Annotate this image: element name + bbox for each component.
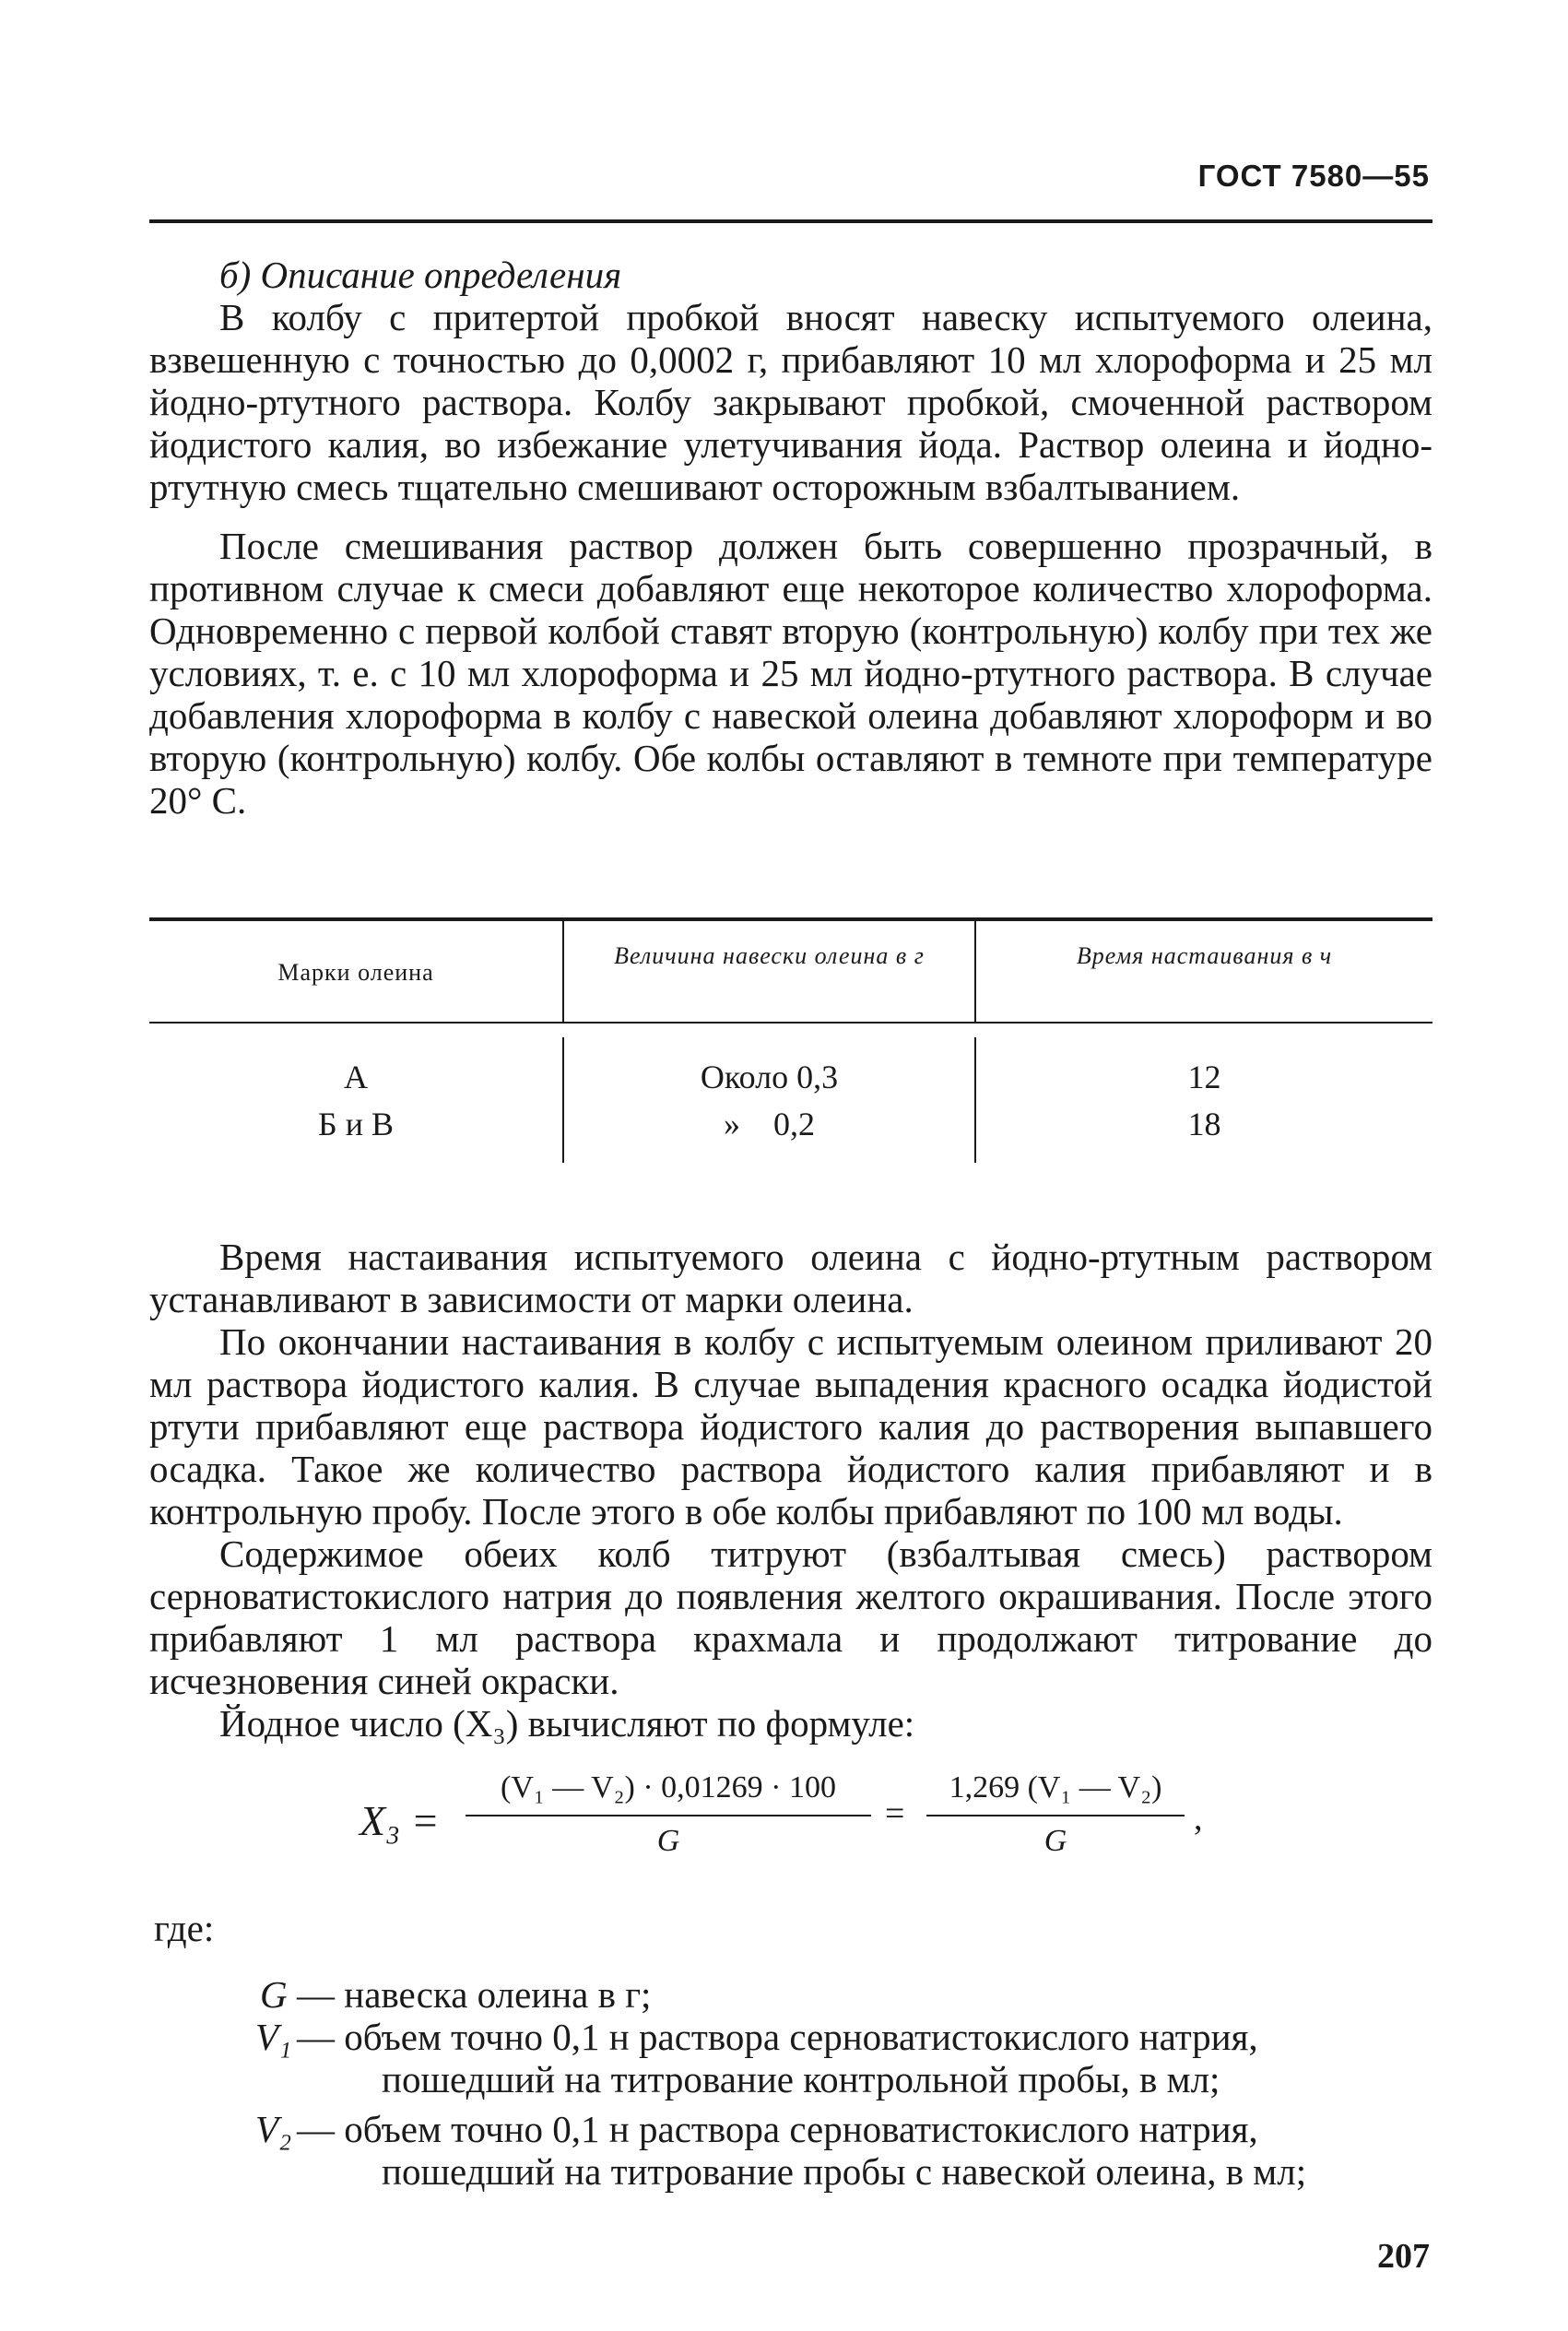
formula-denominator: G: [1043, 1824, 1067, 1858]
def-text: — навеска олеина в г;: [297, 1973, 652, 2016]
table-header-sample: Величина навески олеина в г: [614, 942, 925, 969]
fraction-bar: [926, 1815, 1185, 1816]
paragraph: Время настаивания испытуемого олеина с йодно-ртутным раствором устанавливают в зависимости от марки олеина.: [149, 1236, 1432, 1320]
def-text-cont: пошедший на титрование контрольной пробы, в мл;: [382, 2058, 1220, 2100]
table-cell: Около 0,3: [700, 1059, 839, 1095]
formula-lhs: X₃ =: [360, 1797, 440, 1844]
table-divider: [562, 1037, 564, 1163]
def-symbol: V₂: [255, 2108, 292, 2150]
formula-equals: =: [885, 1794, 905, 1833]
def-text: — объем точно 0,1 н раствора серноватистокислого натрия,: [297, 2016, 1258, 2058]
header-rule: [149, 219, 1432, 223]
table-header-grade: Марки олеина: [277, 959, 434, 986]
where-label: где:: [154, 1907, 215, 1949]
def-symbol: G: [260, 1973, 288, 2016]
table-header-time: Время настаивания в ч: [1076, 942, 1333, 969]
table-divider: [974, 921, 976, 1023]
paragraph: В колбу с притертой пробкой вносят навеску испытуемого олеина, взвешенную с точностью до 0,0002 г, прибавляют 10 мл хлороформа и 25 мл йодно-ртутного раствора. Колбу закрывают пробкой, смоченной раствором йодистого калия, во избежание улетучивания йода. Раствор олеина и йодно-ртутную смесь тщательно смешивают осторожным взбалтыванием.: [149, 296, 1432, 508]
table-cell: А: [344, 1059, 368, 1095]
def-symbol: V₁: [255, 2016, 292, 2058]
fraction-bar: [466, 1815, 871, 1816]
table-cell: 12: [1187, 1059, 1221, 1095]
standard-code: ГОСТ 7580—55: [1197, 159, 1430, 193]
section-text: [149, 254, 1432, 822]
section-subtitle: б) Описание определения: [219, 254, 622, 296]
paragraph: По окончании настаивания в колбу с испытуемым олеином приливают 20 мл раствора йодистого калия. В случае выпадения красного осадка йодистой ртути прибавляют еще раствора йодистого калия до растворения выпавшего осадка. Такое же количество раствора йодистого калия прибавляют и в контрольную пробу. После этого в обе колбы прибавляют по 100 мл воды.: [149, 1320, 1432, 1532]
page-number: 207: [1377, 2237, 1430, 2276]
def-text-cont: пошедший на титрование пробы с навеской олеина, в мл;: [382, 2150, 1307, 2193]
table-top-rule: [149, 917, 1432, 921]
table-cell: » 0,2: [724, 1106, 815, 1142]
paragraph: После смешивания раствор должен быть совершенно прозрачный, в противном случае к смеси добавляют еще некоторое количество хлороформа. Одновременно с первой колбой ставят вторую (контрольную) колбу при тех же условиях, т. е. с 10 мл хлороформа и 25 мл йодно-ртутного раствора. В случае добавления хлороформа в колбу с навеской олеина добавляют хлороформ и во вторую (контрольную) колбу. Обе колбы оставляют в темноте при температуре 20° С.: [149, 525, 1432, 822]
formula-denominator: G: [656, 1824, 680, 1858]
table-cell: 18: [1187, 1106, 1221, 1142]
formula-numerator: (V₁ — V₂) · 0,01269 · 100: [501, 1770, 836, 1804]
method-text: [149, 1236, 1432, 1745]
table-cell: Б и В: [318, 1106, 394, 1142]
table-divider: [974, 1037, 976, 1163]
table-header-rule: [149, 1022, 1432, 1024]
paragraph: Йодное число (X₃) вычисляют по формуле:: [219, 1702, 915, 1745]
table-divider: [562, 921, 564, 1023]
formula-tail: ,: [1194, 1799, 1203, 1838]
formula-numerator: 1,269 (V₁ — V₂): [949, 1770, 1162, 1804]
def-text: — объем точно 0,1 н раствора серноватистокислого натрия,: [297, 2108, 1258, 2150]
paragraph: Содержимое обеих колб титруют (взбалтывая смесь) раствором серноватистокислого натрия до появления желтого окрашивания. После этого прибавляют 1 мл раствора крахмала и продолжают титрование до исчезновения синей окраски.: [149, 1532, 1432, 1702]
